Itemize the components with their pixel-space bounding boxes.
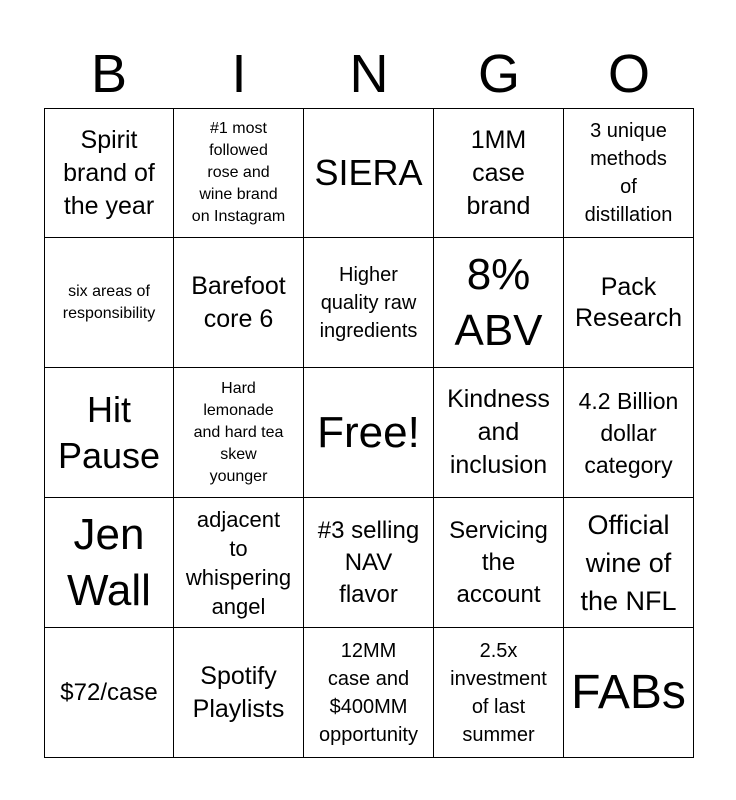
bingo-cell-r3c4[interactable] bbox=[434, 368, 564, 498]
cell-text: #1 most followed rose and wine brand on Instagram bbox=[191, 120, 286, 225]
cell-text: Jen Wall bbox=[67, 509, 151, 615]
bingo-cell-r5c5[interactable] bbox=[564, 628, 694, 758]
bingo-cell-r5c4[interactable] bbox=[434, 628, 564, 758]
bingo-header bbox=[44, 40, 694, 108]
cell-text: #3 selling NAV flavor bbox=[317, 516, 420, 608]
header-letter-g: G bbox=[477, 44, 520, 104]
bingo-cell-r3c2[interactable] bbox=[174, 368, 304, 498]
bingo-cell-r4c4[interactable] bbox=[434, 498, 564, 628]
bingo-cell-r3c1[interactable] bbox=[44, 368, 174, 498]
header-letter-n: N bbox=[349, 44, 389, 104]
cell-text: Higher quality raw ingredients bbox=[319, 263, 418, 342]
cell-text: 8% ABV bbox=[454, 249, 543, 355]
bingo-cell-r4c3[interactable] bbox=[304, 498, 434, 628]
bingo-cell-r4c1[interactable] bbox=[44, 498, 174, 628]
cell-text: Kindness and inclusion bbox=[447, 385, 550, 479]
bingo-cell-r1c2[interactable] bbox=[174, 108, 304, 238]
cell-text: Spotify Playlists bbox=[192, 661, 285, 723]
header-letter-o: O bbox=[607, 44, 650, 104]
cell-text: Servicing the account bbox=[449, 516, 548, 608]
bingo-cell-r4c2[interactable] bbox=[174, 498, 304, 628]
cell-text: 4.2 Billion dollar category bbox=[578, 387, 679, 478]
bingo-cell-r1c4[interactable] bbox=[434, 108, 564, 238]
cell-text: Hard lemonade and hard tea skew younger bbox=[193, 379, 284, 485]
cell-text: 3 unique methods of distillation bbox=[584, 120, 673, 226]
cell-text: FABs bbox=[571, 665, 686, 719]
cell-text: 12MM case and $400MM opportunity bbox=[319, 639, 418, 746]
bingo-cell-r2c4[interactable] bbox=[434, 238, 564, 368]
bingo-cell-r1c3[interactable] bbox=[304, 108, 434, 238]
bingo-cell-r1c1[interactable] bbox=[44, 108, 174, 238]
cell-text: SIERA bbox=[314, 152, 423, 193]
bingo-cell-r2c3[interactable] bbox=[304, 238, 434, 368]
header-letter-b: B bbox=[90, 44, 128, 104]
bingo-cell-r2c2[interactable] bbox=[174, 238, 304, 368]
cell-text: Free! bbox=[317, 407, 420, 457]
cell-text: $72/case bbox=[60, 679, 158, 706]
cell-text: 2.5x investment of last summer bbox=[450, 639, 547, 746]
bingo-cell-r3c5[interactable] bbox=[564, 368, 694, 498]
bingo-cell-r5c1[interactable] bbox=[44, 628, 174, 758]
cell-text: adjacent to whispering angel bbox=[185, 506, 292, 619]
bingo-cell-r1c5[interactable] bbox=[564, 108, 694, 238]
bingo-cell-r5c2[interactable] bbox=[174, 628, 304, 758]
cell-text: 1MM case brand bbox=[466, 125, 531, 220]
cell-text: Official wine of the NFL bbox=[580, 509, 677, 616]
bingo-cell-r2c5[interactable] bbox=[564, 238, 694, 368]
cell-text: six areas of responsibility bbox=[62, 282, 156, 322]
bingo-cell-r5c3[interactable] bbox=[304, 628, 434, 758]
bingo-board bbox=[44, 108, 694, 758]
cell-text: Hit Pause bbox=[57, 388, 161, 476]
cell-text: Barefoot core 6 bbox=[191, 271, 286, 333]
bingo-cell-r4c5[interactable] bbox=[564, 498, 694, 628]
cell-text: Pack Research bbox=[575, 272, 682, 332]
bingo-cell-r2c1[interactable] bbox=[44, 238, 174, 368]
bingo-cell-r3c3[interactable] bbox=[304, 368, 434, 498]
header-letter-i: I bbox=[231, 44, 247, 104]
cell-text: Spirit brand of the year bbox=[63, 125, 155, 220]
